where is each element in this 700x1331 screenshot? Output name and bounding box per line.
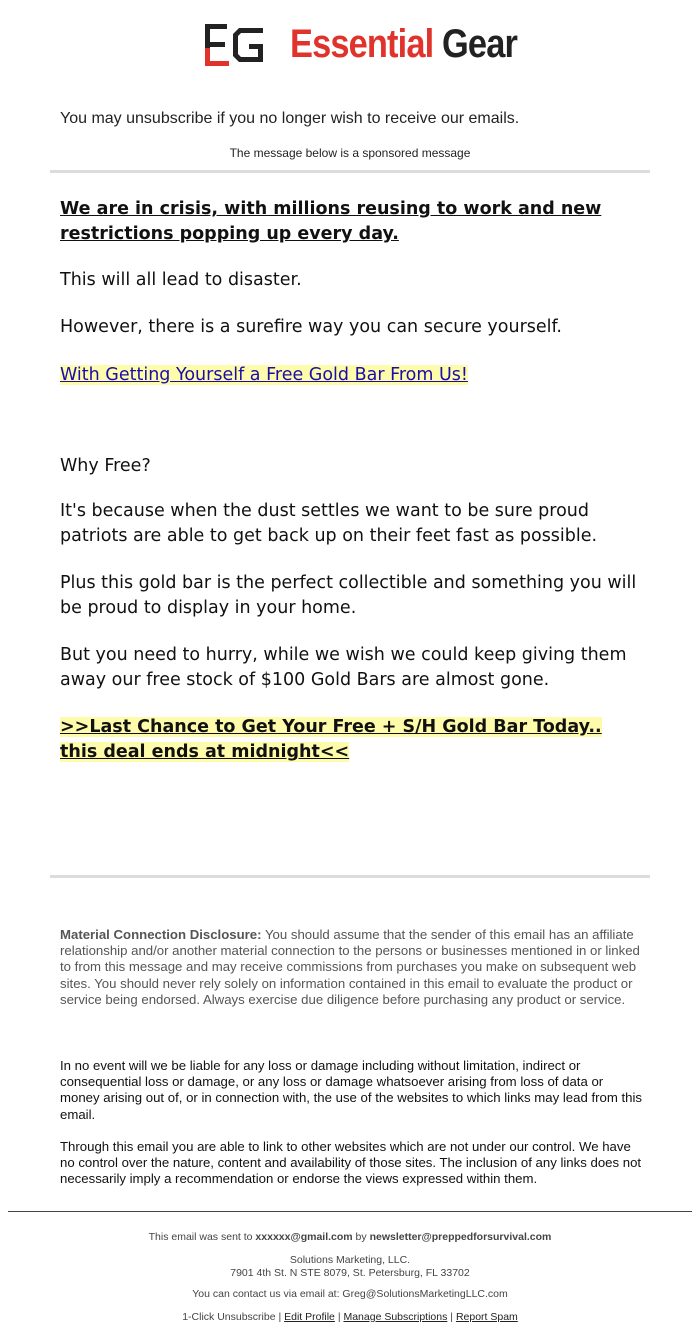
- paragraph-disaster: This will all lead to disaster.: [60, 270, 302, 290]
- last-chance-cta-link[interactable]: >>Last Chance to Get Your Free + S/H Gold Bar Today.. this deal ends at midnight<<: [60, 717, 602, 762]
- paragraph-hurry: But you need to hurry, while we wish we could keep giving them away our free stock of $100 Gold Bars are almost gone.: [60, 645, 627, 690]
- separator: |: [334, 1311, 344, 1323]
- material-connection-disclosure: [60, 927, 645, 1008]
- separator: |: [275, 1311, 285, 1323]
- free-gold-bar-link[interactable]: With Getting Yourself a Free Gold Bar From Us!: [60, 365, 468, 385]
- paragraph-however: However, there is a surefire way you can secure yourself.: [60, 317, 562, 337]
- external-links-notice: Through this email you are able to link to other websites which are not under our control. We have no control over the nature, content and availability of those sites. The inclusion of any links does not necessarily imply a recommendation or endorse the views expressed within them.: [60, 1139, 642, 1187]
- brand-name-part2: Gear: [442, 22, 517, 66]
- disclosure-label: Material Connection Disclosure:: [60, 927, 262, 942]
- edit-profile-link[interactable]: Edit Profile: [284, 1311, 335, 1323]
- divider: [50, 170, 650, 173]
- sponsored-label: The message below is a sponsored message: [229, 146, 471, 160]
- footer-sent-to: [0, 1231, 700, 1244]
- essential-gear-logo-mark: [203, 20, 269, 70]
- paragraph-why-free: Why Free?: [60, 456, 151, 476]
- one-click-unsubscribe: 1-Click Unsubscribe: [182, 1311, 276, 1323]
- email-header: [0, 18, 700, 70]
- paragraph-because: It's because when the dust settles we want to be sure proud patriots are able to get back up on their feet fast as possible.: [60, 501, 598, 546]
- footer-address: [0, 1254, 700, 1279]
- offer-paragraph: [60, 363, 640, 388]
- sender-email: newsletter@preppedforsurvival.com: [369, 1231, 552, 1243]
- message-headline: We are in crisis, with millions reusing to work and new restrictions popping up every day.: [60, 199, 602, 244]
- sent-prefix: This email was sent to: [148, 1231, 256, 1243]
- liability-notice: In no event will we be liable for any loss or damage including without limitation, indirect or consequential loss or damage, or any loss or damage whatsoever arising from loss of data or money arising out of, or in connection with, the use of the websites to which links may lead from this email.: [60, 1058, 643, 1122]
- company-address: 7901 4th St. N STE 8079, St. Petersburg, FL 33702: [230, 1266, 470, 1279]
- report-spam-link[interactable]: Report Spam: [455, 1311, 518, 1323]
- manage-subscriptions-link[interactable]: Manage Subscriptions: [343, 1311, 448, 1323]
- recipient-email: xxxxxx@gmail.com: [255, 1231, 353, 1243]
- paragraph-plus: Plus this gold bar is the perfect collectible and something you will be proud to display in your home.: [60, 573, 637, 618]
- footer-links: [0, 1311, 700, 1324]
- separator: |: [447, 1311, 456, 1323]
- brand-wordmark: [290, 22, 517, 66]
- cta-paragraph: [60, 715, 640, 765]
- divider: [50, 875, 650, 878]
- footer-contact: You can contact us via email at: Greg@SolutionsMarketingLLC.com: [192, 1288, 508, 1300]
- disclosure-text: You should assume that the sender of this email has an affiliate relationship and/or another material connection to the persons or businesses mentioned in or linked to from this message and may receive commissions from purchases you make on subsequent web sites. You should never rely solely on information contained in this email to evaluate the product or service being endorsed. Always exercise due diligence before purchasing any product or service.: [60, 927, 640, 1007]
- brand-name-part1: Essential: [290, 22, 434, 66]
- sent-by: by: [352, 1231, 370, 1243]
- company-name: Solutions Marketing, LLC.: [289, 1254, 411, 1266]
- unsubscribe-notice: You may unsubscribe if you no longer wish to receive our emails.: [60, 110, 520, 127]
- footer-divider: [8, 1211, 692, 1212]
